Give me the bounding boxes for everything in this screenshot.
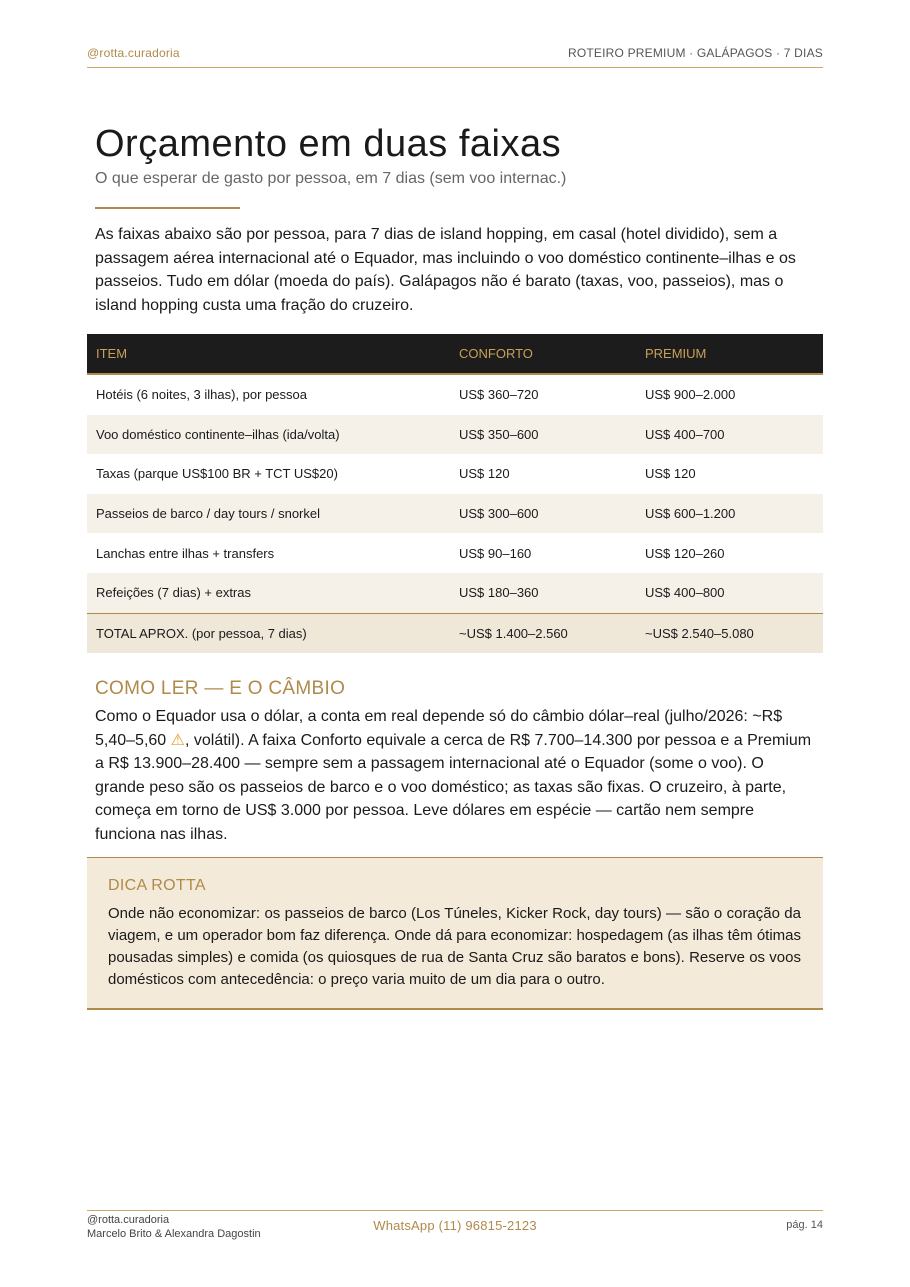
cell-conforto: US$ 180–360: [450, 573, 636, 613]
table-row: [87, 494, 823, 534]
total-conforto: ~US$ 1.400–2.560: [450, 613, 636, 653]
table-row: [87, 573, 823, 613]
table-row: [87, 454, 823, 494]
table-row: [87, 533, 823, 573]
cell-item: Passeios de barco / day tours / snorkel: [87, 494, 450, 534]
how-to-read-text-before: Como o Equador usa o dólar, a conta em real depende só do câmbio dólar–real (julho/2026: ~R$ 5,40–5,60: [95, 708, 783, 749]
total-label: TOTAL APROX. (por pessoa, 7 dias): [87, 613, 450, 653]
cell-premium: US$ 120: [645, 466, 696, 482]
tip-title: DICA ROTTA: [108, 877, 206, 894]
page-footer: [87, 1210, 823, 1245]
cell-item: Lanchas entre ilhas + transfers: [96, 545, 275, 561]
header-item: ITEM: [87, 334, 450, 374]
how-to-read-text-after: , volátil). A faixa Conforto equivale a cerca de R$ 7.700–14.300 por pessoa e a Premium a R$ 13.900–28.400 — sempre sem a passagem internacional até o Equador (some o voo). O grande peso são os passeios de barco e o voo doméstico; as taxas são fixas. O cruzeiro, à parte, começa em torno de US$ 3.000 por pessoa. Leve dólares em espécie — cartão nem sempre funciona nas ilhas.: [95, 731, 812, 843]
cell-premium: US$ 120–260: [645, 545, 725, 561]
cell-item: Hotéis (6 noites, 3 ilhas), por pessoa: [96, 387, 307, 403]
table-row: [87, 415, 823, 455]
page-title: Orçamento em duas faixas: [95, 123, 562, 165]
cell-item: Taxas (parque US$100 BR + TCT US$20): [96, 466, 338, 482]
cell-premium: US$ 900–2.000: [645, 387, 736, 403]
how-to-read-paragraph: [95, 705, 817, 846]
warning-icon: ⚠: [170, 731, 185, 749]
cell-item: Voo doméstico continente–ilhas (ida/volta): [87, 415, 450, 455]
header-premium: PREMIUM: [636, 334, 823, 374]
budget-table: [87, 334, 823, 653]
header-brand: @rotta.curadoria: [87, 46, 180, 60]
page-header: [87, 46, 823, 68]
table-header-row: [87, 334, 823, 374]
table-row: [87, 374, 823, 415]
cell-conforto: US$ 360–720: [459, 387, 539, 403]
cell-premium: US$ 400–700: [636, 415, 823, 455]
page-number: pág. 14: [786, 1219, 823, 1231]
cell-item: Refeições (7 dias) + extras: [87, 573, 450, 613]
cell-conforto: US$ 350–600: [450, 415, 636, 455]
tip-text: Onde não economizar: os passeios de barco (Los Túneles, Kicker Rock, day tours) — são o coração da viagem, e um operador bom faz diferença. Onde dá para economizar: hospedagem (as ilhas têm ótimas pousadas simples) e comida (os quiosques de rua de Santa Cruz são baratos e bons). Reserve os voos domésticos com antecedência: o preço varia muito de um dia para o outro.: [108, 905, 801, 988]
page-subtitle: O que esperar de gasto por pessoa, em 7 dias (sem voo internac.): [95, 170, 567, 187]
cell-conforto: US$ 300–600: [450, 494, 636, 534]
header-doc-title: ROTEIRO PREMIUM · GALÁPAGOS · 7 DIAS: [567, 46, 823, 60]
total-premium: ~US$ 2.540–5.080: [636, 613, 823, 653]
cell-premium: US$ 400–800: [636, 573, 823, 613]
footer-authors: Marcelo Brito & Alexandra Dagostin: [87, 1228, 261, 1240]
tip-box: [87, 857, 823, 1010]
intro-paragraph: As faixas abaixo são por pessoa, para 7 dias de island hopping, em casal (hotel dividido), sem a passagem aérea internacional até o Equador, mas incluindo o voo doméstico continente–ilhas e os passeios. Tudo em dólar (moeda do país). Galápagos não é barato (taxas, voo, passeios), mas o island hopping custa uma fração do cruzeiro.: [95, 226, 796, 314]
title-divider: [95, 207, 240, 209]
section-heading-how-to-read: COMO LER — E O CÂMBIO: [95, 678, 346, 699]
header-conforto: CONFORTO: [450, 334, 636, 374]
cell-conforto: US$ 90–160: [459, 545, 532, 561]
cell-premium: US$ 600–1.200: [636, 494, 823, 534]
cell-conforto: US$ 120: [459, 466, 510, 482]
footer-brand: @rotta.curadoria: [87, 1214, 170, 1226]
table-total-row: [87, 613, 823, 653]
footer-contact: WhatsApp (11) 96815-2123: [373, 1218, 537, 1233]
